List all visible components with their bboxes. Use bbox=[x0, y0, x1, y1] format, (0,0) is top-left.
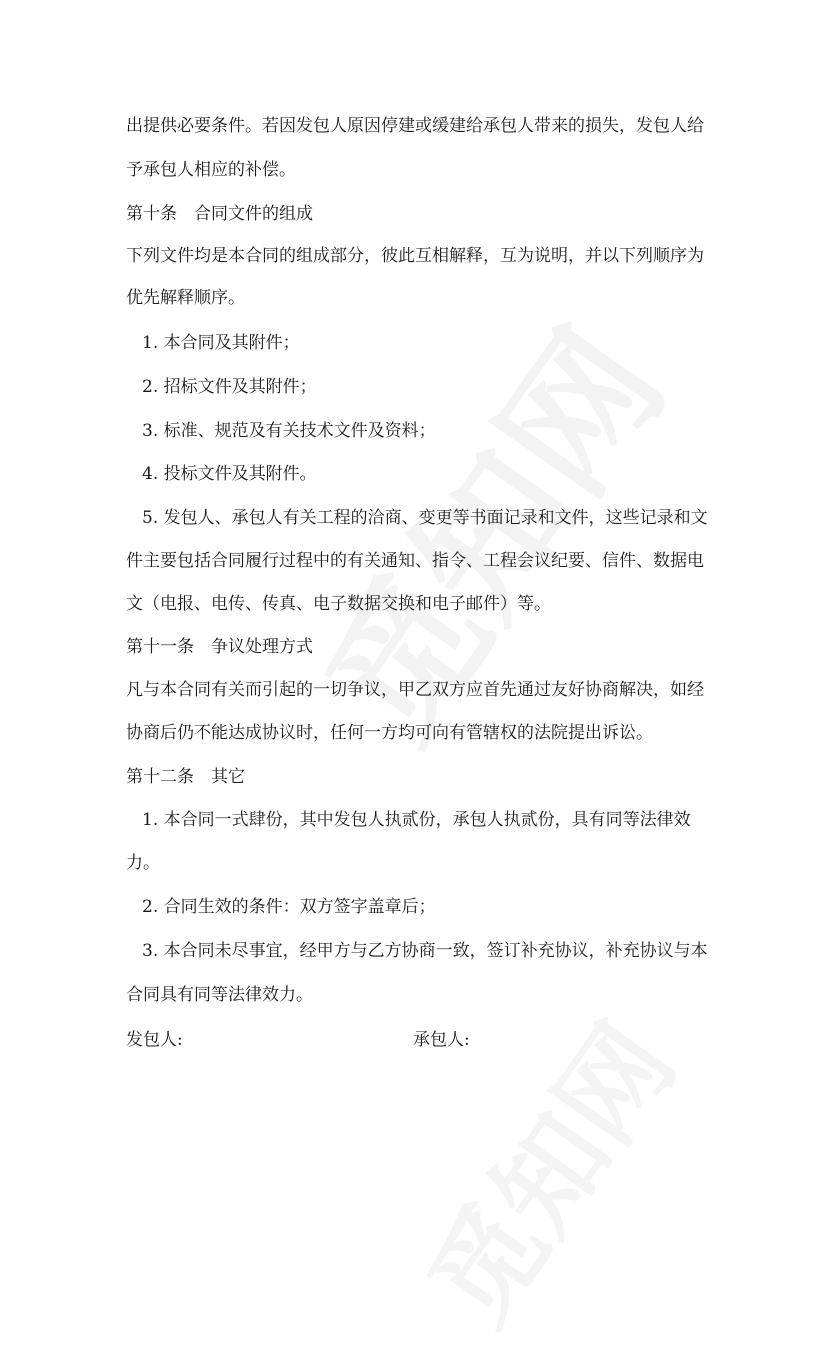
paragraph-line: 协商后仍不能达成协议时，任何一方均可向有管辖权的法院提出诉讼。 bbox=[126, 723, 653, 743]
list-item: 2. 合同生效的条件：双方签字盖章后； bbox=[142, 897, 436, 917]
paragraph-line: 合同具有同等法律效力。 bbox=[126, 985, 313, 1005]
paragraph-line: 予承包人相应的补偿。 bbox=[126, 160, 296, 180]
list-item: 3. 本合同未尽事宜，经甲方与乙方协商一致，签订补充协议，补充协议与本 bbox=[142, 941, 708, 961]
employer-signature-label: 发包人: bbox=[126, 1030, 183, 1050]
paragraph-line: 文（电报、电传、传真、电子数据交换和电子邮件）等。 bbox=[126, 594, 551, 614]
section-heading-11: 第十一条 争议处理方式 bbox=[126, 637, 313, 657]
contractor-signature-label: 承包人: bbox=[413, 1030, 470, 1050]
list-item: 5. 发包人、承包人有关工程的洽商、变更等书面记录和文件，这些记录和文 bbox=[142, 508, 708, 528]
paragraph-line: 件主要包括合同履行过程中的有关通知、指令、工程会议纪要、信件、数据电 bbox=[126, 551, 704, 571]
paragraph-line: 优先解释顺序。 bbox=[126, 288, 245, 308]
list-item: 2. 招标文件及其附件； bbox=[142, 377, 317, 397]
paragraph-line: 出提供必要条件。若因发包人原因停建或缓建给承包人带来的损失，发包人给 bbox=[126, 116, 704, 136]
paragraph-line: 凡与本合同有关而引起的一切争议，甲乙双方应首先通过友好协商解决，如经 bbox=[126, 680, 704, 700]
list-item: 4. 投标文件及其附件。 bbox=[142, 464, 317, 484]
paragraph-line: 下列文件均是本合同的组成部分，彼此互相解释，互为说明，并以下列顺序为 bbox=[126, 246, 704, 266]
section-heading-12: 第十二条 其它 bbox=[126, 767, 245, 787]
paragraph-line: 力。 bbox=[126, 853, 160, 873]
list-item: 1. 本合同一式肆份，其中发包人执贰份，承包人执贰份，具有同等法律效 bbox=[142, 810, 691, 830]
list-item: 1. 本合同及其附件； bbox=[142, 333, 300, 353]
section-heading-10: 第十条 合同文件的组成 bbox=[126, 204, 313, 224]
list-item: 3. 标准、规范及有关技术文件及资料； bbox=[142, 421, 436, 441]
